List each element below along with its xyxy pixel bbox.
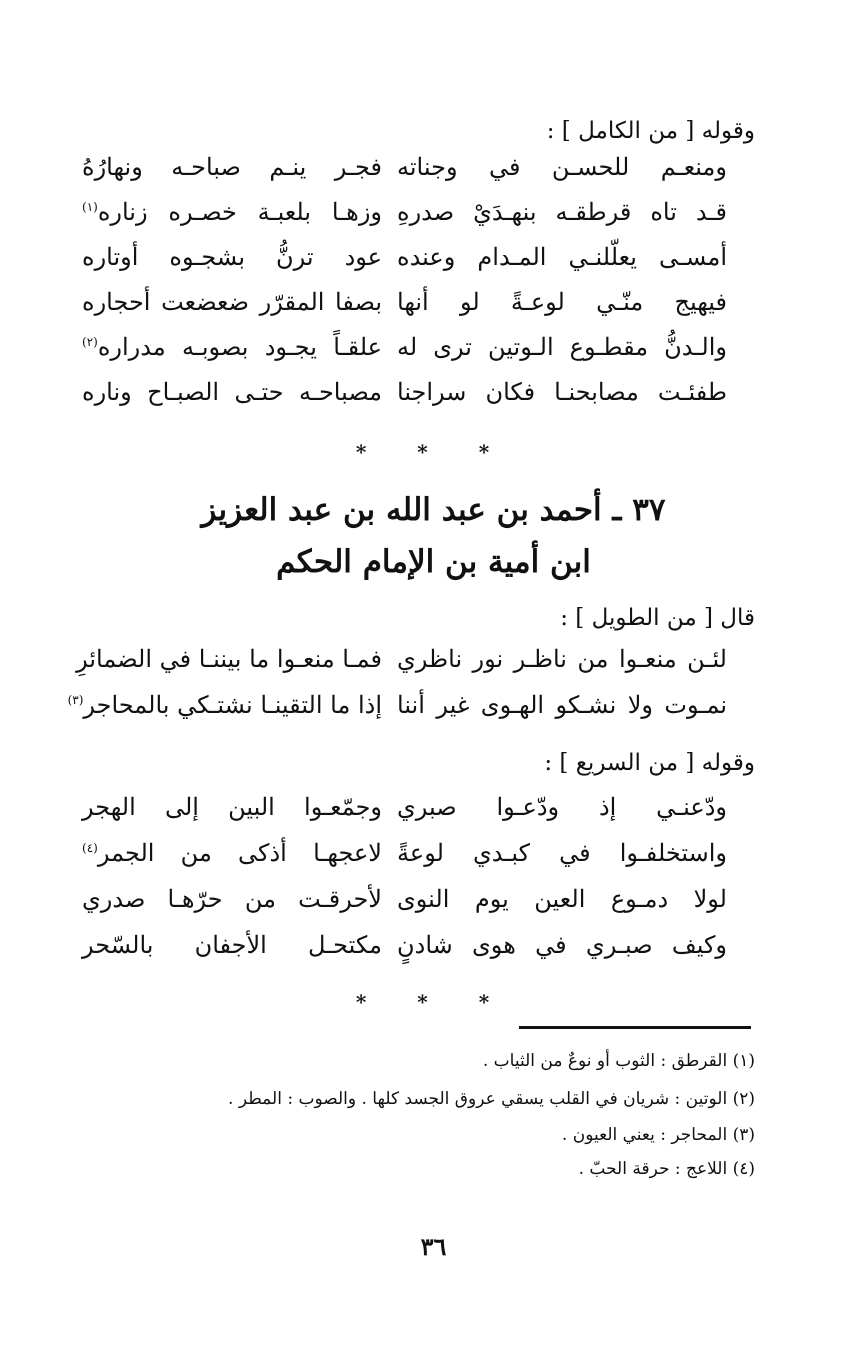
hemistich-first: فيهيج منّـي لوعـةً لو أنها xyxy=(397,288,727,316)
verse xyxy=(0,784,867,830)
hemistich-first: أمسـى يعلّلنـي المـدام وعنده xyxy=(397,243,727,271)
verse xyxy=(0,324,867,370)
hemistich-text: عود ترنُّ بشجـوه أوتاره xyxy=(82,243,382,271)
footnote-ref[interactable]: (٤) xyxy=(82,841,98,855)
hemistich-second xyxy=(82,324,382,370)
poem-intro: وقوله [ من السريع ] : xyxy=(544,750,755,776)
verse xyxy=(0,144,867,190)
verse xyxy=(0,682,867,728)
verse xyxy=(0,369,867,415)
verse xyxy=(0,279,867,325)
verse xyxy=(0,922,867,968)
verse xyxy=(0,234,867,280)
hemistich-text: علقـاً يجـود بصوبـه مدراره xyxy=(97,333,382,361)
hemistich-first: لئـن منعـوا من ناظـر نور ناظري xyxy=(397,645,727,673)
footnote-ref[interactable]: (٣) xyxy=(67,693,84,707)
hemistich-first: ومنعـم للحسـن في وجناته xyxy=(397,153,727,181)
verse xyxy=(0,636,867,682)
hemistich-text: فجـر ينـم صباحـه ونهارُهُ xyxy=(82,153,382,181)
footnote: (٢) الوتين : شريان في القلب يسقي عروق الجسد كلها . والصوب : المطر . xyxy=(228,1089,755,1109)
hemistich-second xyxy=(82,784,382,830)
hemistich-text: مكتحـل الأجفان بالسّحر xyxy=(82,931,382,959)
section-separator: * * * xyxy=(355,990,512,1014)
verse xyxy=(0,876,867,922)
hemistich-first: وكيف صبـري في هوى شادنٍ xyxy=(397,931,727,959)
hemistich-first: واستخلفـوا في كبـدي لوعةً xyxy=(397,839,727,867)
hemistich-first: نمـوت ولا نشـكو الهـوى غير أننا xyxy=(397,691,727,719)
hemistich-text: مصباحـه حتـى الصبـاح وناره xyxy=(82,378,382,406)
footnote: (١) القرطق : الثوب أو نوعٌ من الثياب . xyxy=(482,1051,755,1071)
hemistich-first: والـدنُّ مقطـوع الـوتين ترى له xyxy=(397,333,727,361)
hemistich-text: فمـا منعـوا ما بيننـا في الضمائرِ xyxy=(76,645,382,673)
page-number: ٣٦ xyxy=(420,1232,447,1261)
hemistich-first: قـد تاه قرطقـه بنهـدَيْ صدرهِ xyxy=(397,198,727,226)
section-separator: * * * xyxy=(355,440,512,464)
hemistich-second xyxy=(82,144,382,190)
hemistich-second xyxy=(67,682,382,728)
hemistich-second xyxy=(82,189,382,235)
hemistich-second xyxy=(82,279,382,325)
footnote-ref[interactable]: (٢) xyxy=(82,335,98,349)
hemistich-first: طفئـت مصابحنـا فكان سراجنا xyxy=(397,378,727,406)
footnote: (٣) المحاجر : يعني العيون . xyxy=(561,1125,755,1145)
entry-subtitle: ابن أمية بن الإمام الحكم xyxy=(276,544,591,580)
hemistich-first: لولا دمـوع العين يوم النوى xyxy=(397,885,727,913)
poem-intro: وقوله [ من الكامل ] : xyxy=(546,118,755,144)
hemistich-second xyxy=(82,876,382,922)
hemistich-second xyxy=(82,922,382,968)
footnote-rule xyxy=(519,1026,751,1029)
hemistich-second xyxy=(76,636,382,682)
footnote-ref[interactable]: (١) xyxy=(82,200,98,214)
hemistich-text: وجمّعـوا البين إلى الهجر xyxy=(82,793,382,821)
hemistich-second xyxy=(82,369,382,415)
verse xyxy=(0,830,867,876)
hemistich-second xyxy=(82,830,382,876)
hemistich-text: لأحرقـت من حرّهـا صدري xyxy=(82,885,382,913)
hemistich-text: إذا ما التقينـا نشتـكي بالمحاجر xyxy=(83,691,382,719)
hemistich-text: وزهـا بلعبـة خصـره زناره xyxy=(97,198,382,226)
footnote: (٤) اللاعج : حرقة الحبّ . xyxy=(578,1159,755,1179)
hemistich-first: ودّعنـي إذ ودّعـوا صبري xyxy=(397,793,727,821)
hemistich-text: لاعجهـا أذكى من الجمر xyxy=(97,839,382,867)
poem-intro: قال [ من الطويل ] : xyxy=(560,605,755,631)
entry-title: ٣٧ ـ أحمد بن عبد الله بن عبد العزيز xyxy=(201,492,666,528)
hemistich-second xyxy=(82,234,382,280)
verse xyxy=(0,189,867,235)
hemistich-text: بصفا المقرّر ضعضعت أحجاره xyxy=(82,288,382,316)
